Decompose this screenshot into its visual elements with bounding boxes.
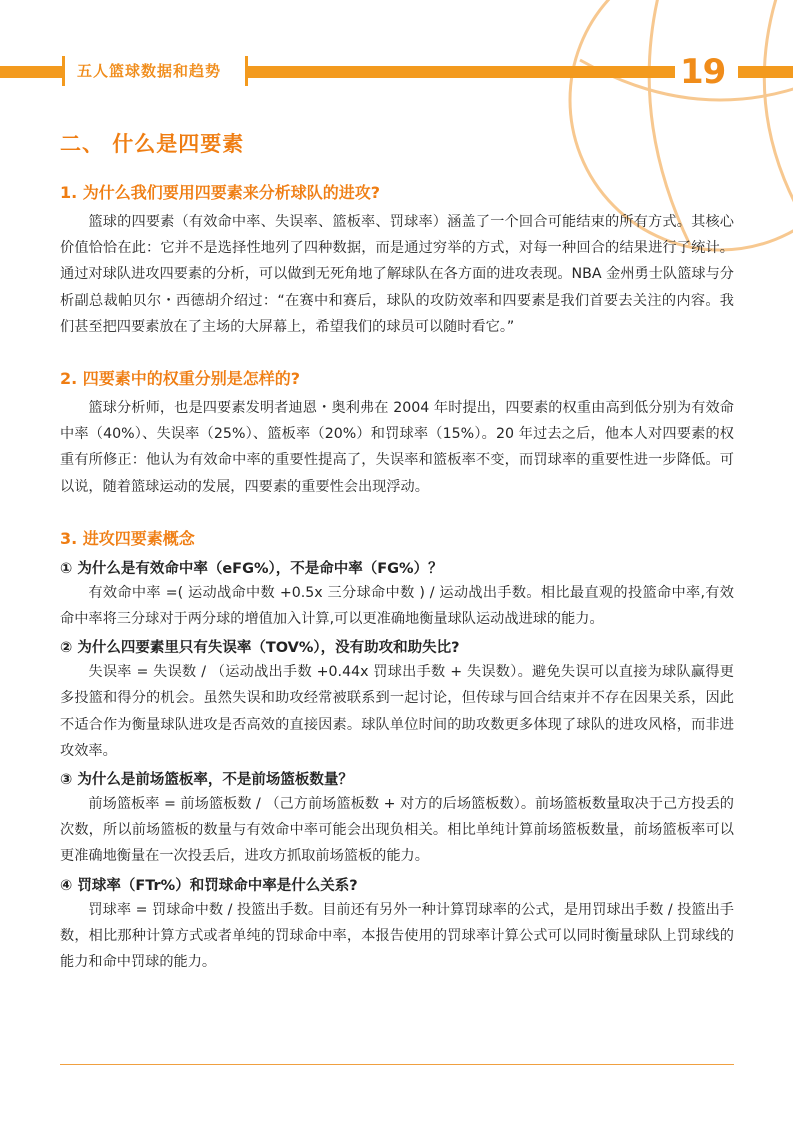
question-3-title: ③ 为什么是前场篮板率，不是前场篮板数量？ — [60, 772, 353, 789]
header-title-box — [62, 56, 248, 86]
subsection-heading-1: 1. 为什么我们要用四要素来分析球队的进攻? — [60, 183, 381, 202]
question-4-text: 罚球率 = 罚球命中数 / 投篮出手数。目前还有另外一种计算罚球率的公式，是用罚球出手数 / 投篮出手数，相比那种计算方式或者单纯的罚球命中率，本报告使用的罚球率计算公式可以同时衡量球队上罚球线的能力和命中罚球的能力。 — [60, 901, 734, 971]
question-1-text: 有效命中率 =( 运动战命中数 +0.5x 三分球命中数 ) / 运动战出手数。相比最直观的投篮命中率,有效命中率将三分球对于两分球的增值加入计算,可以更准确地衡量球队运动战进球的能力。 — [60, 584, 734, 628]
subsection-heading-2: 2. 四要素中的权重分别是怎样的? — [60, 369, 301, 389]
page-number: 19 — [680, 52, 726, 92]
section-title: 二、 什么是四要素 — [60, 132, 245, 156]
question-3-text: 前场篮板率 = 前场篮板数 / （己方前场篮板数 + 对方的后场篮板数）。前场篮板数量取决于己方投丢的次数，所以前场篮板的数量与有效命中率可能会出现负相关。相比单纯计算前场篮板数量，前场篮板率可以更准确地衡量在一次投丢后，进攻方抓取前场篮板的能力。 — [60, 796, 734, 865]
subsection-heading-3: 3. 进攻四要素概念 — [60, 528, 195, 548]
paragraph-2: 篮球分析师，也是四要素发明者迪恩・奥利弗在 2004 年时提出，四要素的权重由高到低分别为有效命中率（40%）、失误率（25%）、篮板率（20%）和罚球率（15%）。20 年过去之后，他本人对四要素的权重有所修正：他认为有效命中率的重要性提高了，失误率和篮板率不变，而罚球率的重要性进一步降低。可以说，随着篮球运动的发展，四要素的重要性会出现浮动。 — [60, 400, 734, 495]
footer-divider — [60, 1064, 734, 1065]
header-accent-left — [0, 66, 62, 78]
question-2-title: ② 为什么四要素里只有失误率（TOV%），没有助攻和助失比? — [60, 640, 460, 657]
question-1-title: ① 为什么是有效命中率（eFG%），不是命中率（FG%）？ — [60, 560, 443, 577]
paragraph-1: 篮球的四要素（有效命中率、失误率、篮板率、罚球率）涵盖了一个回合可能结束的所有方式。其核心价值恰恰在此：它并不是选择性地列了四种数据，而是通过穷举的方式，对每一种回合的结果进行了统计。通过对球队进攻四要素的分析，可以做到无死角地了解球队在各方面的进攻表现。NBA 金州勇士队篮球与分析副总裁帕贝尔・西德胡介绍过：“在赛中和赛后，球队的攻防效率和四要素是我们首要去关注的内容。我们甚至把四要素放在了主场的大屏幕上，希望我们的球员可以随时看它。” — [60, 214, 734, 335]
question-4-title: ④ 罚球率（FTr%）和罚球命中率是什么关系? — [60, 877, 358, 894]
header-accent-tail — [738, 66, 793, 78]
header-title: 五人篮球数据和趋势 — [77, 62, 222, 80]
header-accent-right — [245, 66, 675, 78]
page-header — [0, 52, 793, 92]
question-2-text: 失误率 = 失误数 / （运动战出手数 +0.44x 罚球出手数 + 失误数）。避免失误可以直接为球队赢得更多投篮和得分的机会。虽然失误和助攻经常被联系到一起讨论，但传球与回合结束并不存在因果关系，因此不适合作为衡量球队进攻是否高效的直接因素。球队单位时间的助攻数更多体现了球队的进攻风格，而非进攻效率。 — [60, 664, 734, 759]
main-content — [60, 128, 734, 975]
